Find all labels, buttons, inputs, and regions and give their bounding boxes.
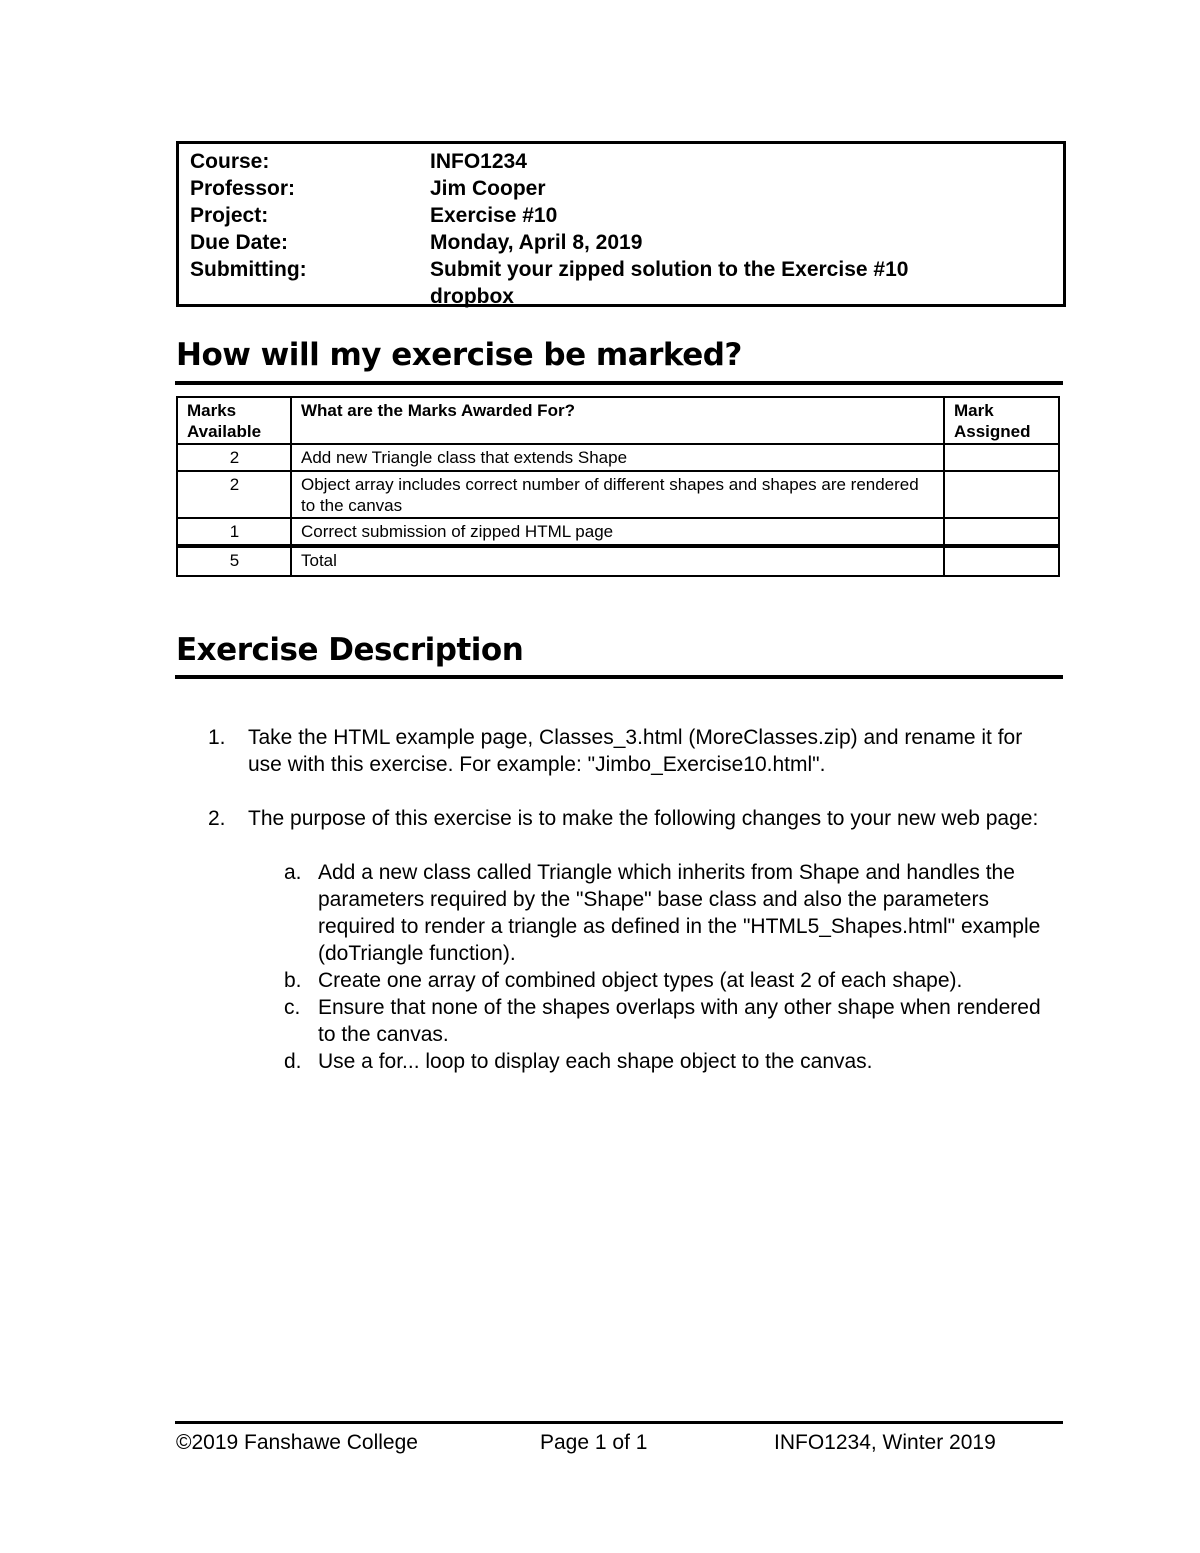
info-row-due-date [190,229,1063,256]
info-label: Project: [190,204,269,227]
info-label: Due Date: [190,231,289,254]
marks-total-label: Total [291,546,944,576]
info-value: Jim Cooper [430,177,546,200]
mark-assigned-cell [944,546,1059,576]
info-label: Professor: [190,177,296,200]
table-row [177,444,1059,471]
heading-underline [175,675,1063,679]
info-label: Submitting: [190,258,307,281]
footer-copyright: ©2019 Fanshawe College [176,1431,418,1454]
exercise-steps [208,724,1048,1075]
list-marker: 2. [208,807,226,830]
info-row-professor [190,175,1063,202]
info-value: Exercise #10 [430,204,558,227]
marks-table [176,396,1060,577]
mark-assigned-cell [944,444,1059,471]
mark-assigned-cell [944,471,1059,518]
table-row [177,471,1059,518]
info-label: Course: [190,150,270,173]
sub-list-item [248,1048,1048,1075]
list-item [208,724,1048,778]
list-marker: b. [284,969,302,992]
info-row-submitting [190,256,1063,310]
sub-list [248,859,1048,1075]
marks-total: 5 [177,546,291,576]
table-total-row [177,546,1059,576]
header-mark-assigned: Mark Assigned [944,397,1059,444]
heading-underline [175,381,1063,385]
sub-list-item [248,967,1048,994]
info-row-course [190,148,1063,175]
table-header-row [177,397,1059,444]
marks-value: 2 [177,471,291,518]
info-row-project [190,202,1063,229]
footer-rule [175,1421,1063,1424]
marks-description: Add new Triangle class that extends Shape [291,444,944,471]
list-item-text: Take the HTML example page, Classes_3.html (MoreClasses.zip) and rename it for use with this exercise. For example: "Jimbo_Exercise10.html". [248,726,1023,776]
list-item-text: Ensure that none of the shapes overlaps with any other shape when rendered to the canvas. [318,996,1041,1046]
list-marker: a. [284,861,302,884]
footer-page-number: Page 1 of 1 [540,1431,648,1454]
info-value: Submit your zipped solution to the Exercise #10 dropbox [430,258,909,308]
header-marks-available: Marks Available [177,397,291,444]
info-value: Monday, April 8, 2019 [430,231,643,254]
list-item-text: Use a for... loop to display each shape object to the canvas. [318,1050,873,1073]
list-item-text: Create one array of combined object types (at least 2 of each shape). [318,969,963,992]
header-marks-for: What are the Marks Awarded For? [291,397,944,444]
list-item-text: The purpose of this exercise is to make the following changes to your new web page: [248,807,1039,830]
list-marker: c. [284,996,301,1019]
marks-value: 2 [177,444,291,471]
list-item-text: Add a new class called Triangle which inherits from Shape and handles the parameters required by the "Shape" base class and also the parameters required to render a triangle as defined in the "HTML5_Shapes.html" example (doTriangle function). [318,861,1041,965]
description-heading: Exercise Description [176,632,524,668]
mark-assigned-cell [944,518,1059,546]
marks-description: Object array includes correct number of different shapes and shapes are rendered to the canvas [291,471,944,518]
list-marker: d. [284,1050,302,1073]
marks-description: Correct submission of zipped HTML page [291,518,944,546]
marking-heading: How will my exercise be marked? [176,337,742,373]
info-value: INFO1234 [430,150,527,173]
course-info-box [176,141,1066,307]
sub-list-item [248,859,1048,967]
sub-list-item [248,994,1048,1048]
footer-course-term: INFO1234, Winter 2019 [774,1431,996,1454]
table-row [177,518,1059,546]
marks-value: 1 [177,518,291,546]
list-item [208,805,1048,1075]
list-marker: 1. [208,726,226,749]
